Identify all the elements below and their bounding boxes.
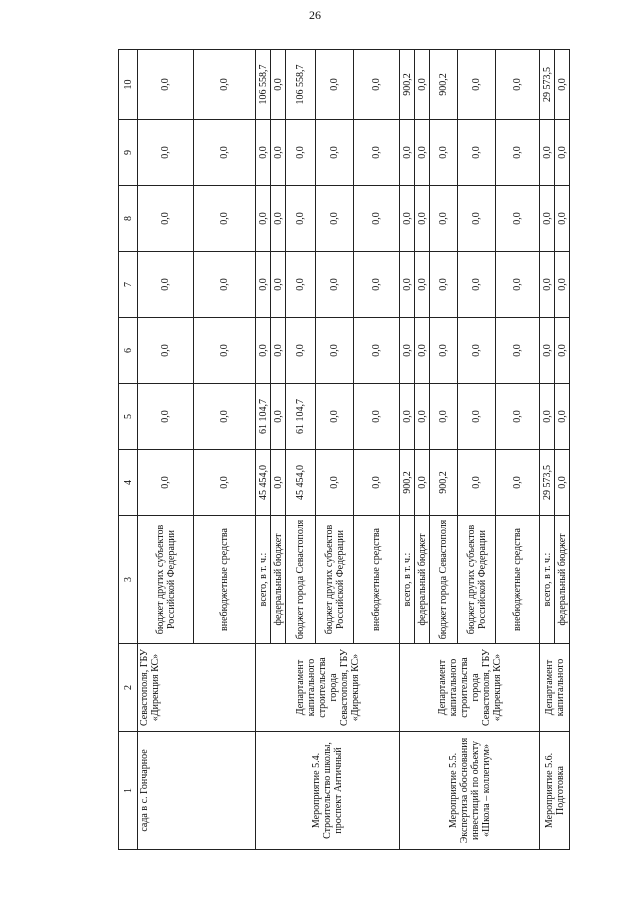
value-cell: 0,0 <box>354 384 400 450</box>
value-cell: 0,0 <box>286 120 316 186</box>
value-cell: 0,0 <box>458 450 496 516</box>
value-cell: 0,0 <box>540 384 555 450</box>
value-cell: 0,0 <box>194 318 256 384</box>
value-cell: 0,0 <box>540 186 555 252</box>
value-cell: 0,0 <box>354 120 400 186</box>
value-cell: 0,0 <box>194 120 256 186</box>
table-row <box>400 50 415 850</box>
value-cell: 0,0 <box>496 50 540 120</box>
value-cell: 0,0 <box>256 120 271 186</box>
value-cell: 106 558,7 <box>286 50 316 120</box>
page-number: 26 <box>309 8 321 22</box>
value-cell: 0,0 <box>286 318 316 384</box>
value-cell: 0,0 <box>256 318 271 384</box>
budget-table <box>118 49 570 850</box>
value-cell: 0,0 <box>194 252 256 318</box>
value-cell: 0,0 <box>271 318 286 384</box>
value-cell: 0,0 <box>555 50 570 120</box>
value-cell: 0,0 <box>138 120 194 186</box>
value-cell: 0,0 <box>286 186 316 252</box>
value-cell: 45 454,0 <box>286 450 316 516</box>
value-cell: 0,0 <box>496 318 540 384</box>
value-cell: 0,0 <box>458 50 496 120</box>
value-cell: 0,0 <box>400 384 415 450</box>
value-cell: 106 558,7 <box>256 50 271 120</box>
funding-source: бюджет других субъектов Российской Федерации <box>316 516 354 644</box>
value-cell: 0,0 <box>194 384 256 450</box>
col-num-5: 5 <box>119 384 138 450</box>
value-cell: 0,0 <box>316 186 354 252</box>
col-num-1: 1 <box>119 732 138 850</box>
value-cell: 0,0 <box>194 50 256 120</box>
funding-source: бюджет других субъектов Российской Федерации <box>138 516 194 644</box>
value-cell: 0,0 <box>316 120 354 186</box>
funding-source: внебюджетные средства <box>194 516 256 644</box>
value-cell: 0,0 <box>458 384 496 450</box>
col-num-3: 3 <box>119 516 138 644</box>
value-cell: 0,0 <box>458 252 496 318</box>
value-cell: 0,0 <box>540 318 555 384</box>
value-cell: 0,0 <box>354 450 400 516</box>
value-cell: 0,0 <box>415 450 430 516</box>
value-cell: 0,0 <box>138 50 194 120</box>
funding-source: федеральный бюджет <box>555 516 570 644</box>
value-cell: 29 573,5 <box>540 450 555 516</box>
funding-source: всего, в т. ч.: <box>256 516 271 644</box>
value-cell: 0,0 <box>400 186 415 252</box>
measure-name-5-4: Мероприятие 5.4. Строительство школы, проспект Античный <box>256 732 400 850</box>
value-cell: 900,2 <box>400 50 415 120</box>
value-cell: 0,0 <box>286 252 316 318</box>
header-row <box>119 50 138 850</box>
value-cell: 0,0 <box>496 186 540 252</box>
measure-name-cont: сада в с. Гончарное <box>138 732 256 850</box>
value-cell: 0,0 <box>415 318 430 384</box>
value-cell: 0,0 <box>430 186 458 252</box>
funding-source: всего, в т. ч.: <box>540 516 555 644</box>
value-cell: 0,0 <box>316 384 354 450</box>
executor-5-5: Департамент капитального строительства города Севастополя, ГБУ «Дирекция КС» <box>400 644 540 732</box>
value-cell: 0,0 <box>271 384 286 450</box>
value-cell: 0,0 <box>256 186 271 252</box>
funding-source: внебюджетные средства <box>496 516 540 644</box>
value-cell: 0,0 <box>458 318 496 384</box>
value-cell: 0,0 <box>555 186 570 252</box>
value-cell: 0,0 <box>271 252 286 318</box>
value-cell: 0,0 <box>316 50 354 120</box>
value-cell: 0,0 <box>354 186 400 252</box>
value-cell: 0,0 <box>555 318 570 384</box>
value-cell: 0,0 <box>271 186 286 252</box>
value-cell: 0,0 <box>430 318 458 384</box>
executor-5-4: Департамент капитального строительства города Севастополя, ГБУ «Дирекция КС» <box>256 644 400 732</box>
funding-source: бюджет других субъектов Российской Федерации <box>458 516 496 644</box>
value-cell: 0,0 <box>496 384 540 450</box>
funding-source: бюджет города Севастополя <box>430 516 458 644</box>
value-cell: 61 104,7 <box>286 384 316 450</box>
executor-cont: Севастополя, ГБУ «Дирекция КС» <box>138 644 256 732</box>
value-cell: 0,0 <box>555 120 570 186</box>
value-cell: 0,0 <box>400 318 415 384</box>
funding-source: федеральный бюджет <box>271 516 286 644</box>
value-cell: 0,0 <box>540 120 555 186</box>
table-row <box>138 50 194 850</box>
value-cell: 0,0 <box>138 384 194 450</box>
value-cell: 0,0 <box>194 450 256 516</box>
funding-source: внебюджетные средства <box>354 516 400 644</box>
value-cell: 0,0 <box>354 318 400 384</box>
value-cell: 0,0 <box>555 450 570 516</box>
funding-source: всего, в т. ч.: <box>400 516 415 644</box>
measure-name-5-5: Мероприятие 5.5. Экспертиза обоснования инвестиций по объекту «Школа – коллегиум» <box>400 732 540 850</box>
value-cell: 0,0 <box>354 50 400 120</box>
value-cell: 0,0 <box>138 252 194 318</box>
value-cell: 0,0 <box>415 384 430 450</box>
table-row <box>256 50 271 850</box>
value-cell: 0,0 <box>540 252 555 318</box>
value-cell: 0,0 <box>316 450 354 516</box>
value-cell: 0,0 <box>415 50 430 120</box>
col-num-9: 9 <box>119 120 138 186</box>
value-cell: 0,0 <box>138 318 194 384</box>
value-cell: 0,0 <box>138 450 194 516</box>
col-num-4: 4 <box>119 450 138 516</box>
value-cell: 0,0 <box>555 252 570 318</box>
value-cell: 0,0 <box>555 384 570 450</box>
value-cell: 900,2 <box>430 450 458 516</box>
value-cell: 0,0 <box>415 252 430 318</box>
value-cell: 29 573,5 <box>540 50 555 120</box>
value-cell: 0,0 <box>415 120 430 186</box>
funding-source: федеральный бюджет <box>415 516 430 644</box>
value-cell: 0,0 <box>458 186 496 252</box>
value-cell: 0,0 <box>430 120 458 186</box>
rotated-table-wrapper <box>118 50 568 850</box>
value-cell: 0,0 <box>400 120 415 186</box>
value-cell: 0,0 <box>400 252 415 318</box>
measure-name-5-6: Мероприятие 5.6. Подготовка <box>540 732 570 850</box>
col-num-10: 10 <box>119 50 138 120</box>
executor-5-6: Департамент капитального <box>540 644 570 732</box>
value-cell: 900,2 <box>400 450 415 516</box>
value-cell: 900,2 <box>430 50 458 120</box>
funding-source: бюджет города Севастополя <box>286 516 316 644</box>
value-cell: 0,0 <box>496 252 540 318</box>
value-cell: 0,0 <box>354 252 400 318</box>
value-cell: 0,0 <box>316 318 354 384</box>
value-cell: 0,0 <box>194 186 256 252</box>
value-cell: 0,0 <box>415 186 430 252</box>
value-cell: 0,0 <box>430 384 458 450</box>
value-cell: 0,0 <box>138 186 194 252</box>
col-num-8: 8 <box>119 186 138 252</box>
value-cell: 0,0 <box>271 120 286 186</box>
value-cell: 0,0 <box>256 252 271 318</box>
value-cell: 0,0 <box>271 450 286 516</box>
col-num-2: 2 <box>119 644 138 732</box>
table-row <box>540 50 555 850</box>
value-cell: 0,0 <box>458 120 496 186</box>
value-cell: 61 104,7 <box>256 384 271 450</box>
value-cell: 0,0 <box>496 120 540 186</box>
col-num-6: 6 <box>119 318 138 384</box>
value-cell: 45 454,0 <box>256 450 271 516</box>
value-cell: 0,0 <box>316 252 354 318</box>
value-cell: 0,0 <box>430 252 458 318</box>
col-num-7: 7 <box>119 252 138 318</box>
value-cell: 0,0 <box>271 50 286 120</box>
value-cell: 0,0 <box>496 450 540 516</box>
